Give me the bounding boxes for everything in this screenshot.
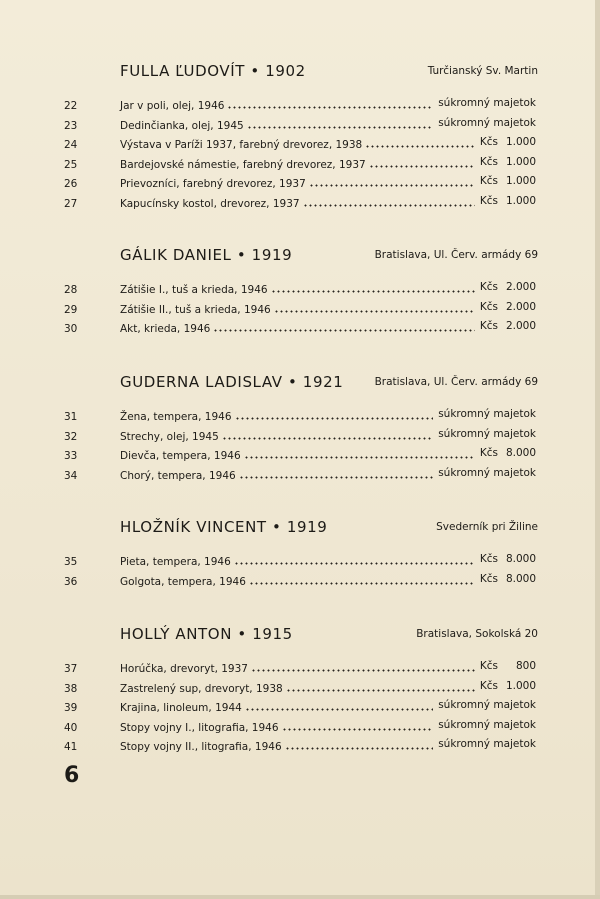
dot-leader bbox=[213, 329, 475, 332]
entry-title: Pieta, tempera, 1946 bbox=[120, 556, 231, 568]
entry-title: Prievozníci, farebný drevorez, 1937 bbox=[120, 178, 306, 191]
price-value: 1.000 bbox=[505, 155, 536, 168]
price-value: 800 bbox=[515, 660, 536, 672]
ownership-note: súkromný majetok bbox=[438, 427, 536, 440]
entry-title: Strechy, olej, 1945 bbox=[120, 430, 219, 443]
entry-number: 33 bbox=[64, 450, 78, 463]
entry-price bbox=[438, 117, 536, 129]
entry-number: 25 bbox=[64, 158, 78, 171]
dot-leader bbox=[365, 145, 475, 148]
ownership-note: súkromný majetok bbox=[438, 466, 536, 479]
dot-leader bbox=[227, 106, 433, 109]
currency-label: Kčs bbox=[479, 195, 498, 207]
price-value: 8.000 bbox=[505, 572, 536, 585]
artist-address: Bratislava, Ul. Červ. armády 69 bbox=[374, 376, 538, 388]
currency-label: Kčs bbox=[479, 447, 498, 460]
entry-price bbox=[480, 175, 536, 187]
dot-leader bbox=[286, 689, 475, 692]
dot-leader bbox=[251, 669, 475, 672]
entry-price bbox=[438, 699, 536, 711]
entry-title: Chorý, tempera, 1946 bbox=[120, 469, 236, 482]
dot-leader bbox=[244, 456, 475, 459]
entry-title: Horúčka, drevoryt, 1937 bbox=[120, 663, 248, 675]
price-value: 1.000 bbox=[505, 195, 536, 207]
entry-number: 22 bbox=[64, 100, 78, 112]
entry-price bbox=[438, 719, 536, 731]
price-value: 2.000 bbox=[505, 281, 536, 293]
entry-title: Dievča, tempera, 1946 bbox=[120, 450, 241, 463]
currency-label: Kčs bbox=[479, 281, 498, 293]
price-value: 1.000 bbox=[505, 175, 536, 188]
entry-number: 32 bbox=[64, 430, 78, 443]
artist-address: Bratislava, Sokolská 20 bbox=[416, 628, 538, 640]
entry-title: Stopy vojny I., litografia, 1946 bbox=[120, 721, 279, 734]
entry-title: Stopy vojny II., litografia, 1946 bbox=[120, 741, 282, 754]
currency-label: Kčs bbox=[479, 679, 498, 692]
dot-leader bbox=[249, 582, 475, 585]
entry-price bbox=[480, 553, 536, 565]
entry-price bbox=[438, 97, 536, 109]
entry-price bbox=[438, 408, 536, 420]
artist-heading: HLOŽNÍK VINCENT • 1919 bbox=[120, 518, 328, 536]
entry-title: Zátišie I., tuš a krieda, 1946 bbox=[120, 284, 268, 296]
ownership-note: súkromný majetok bbox=[438, 116, 536, 129]
artist-heading: FULLA ĽUDOVÍT • 1902 bbox=[120, 62, 306, 80]
entry-number: 36 bbox=[64, 575, 78, 588]
entry-price bbox=[480, 680, 536, 692]
entry-number: 28 bbox=[64, 284, 78, 296]
currency-label: Kčs bbox=[479, 553, 498, 565]
catalog-entry bbox=[0, 466, 600, 489]
entry-number: 41 bbox=[64, 741, 78, 754]
currency-label: Kčs bbox=[479, 660, 498, 672]
catalog-entry bbox=[0, 320, 600, 342]
catalog-entry bbox=[0, 195, 600, 217]
entry-price bbox=[438, 428, 536, 440]
artist-heading: HOLLÝ ANTON • 1915 bbox=[120, 625, 293, 643]
price-value: 8.000 bbox=[505, 447, 536, 460]
entry-price bbox=[480, 136, 536, 148]
dot-leader bbox=[309, 184, 475, 187]
dot-leader bbox=[235, 417, 434, 420]
entry-title: Golgota, tempera, 1946 bbox=[120, 575, 246, 588]
entry-title: Krajina, linoleum, 1944 bbox=[120, 702, 242, 715]
artist-address: Bratislava, Ul. Červ. armády 69 bbox=[374, 249, 538, 261]
dot-leader bbox=[234, 562, 475, 565]
entry-title: Zátišie II., tuš a krieda, 1946 bbox=[120, 303, 271, 316]
ownership-note: súkromný majetok bbox=[438, 699, 536, 712]
ownership-note: súkromný majetok bbox=[438, 718, 536, 731]
dot-leader bbox=[239, 476, 433, 479]
entry-price bbox=[480, 447, 536, 459]
entry-price bbox=[480, 301, 536, 313]
entry-price bbox=[480, 573, 536, 585]
dot-leader bbox=[285, 747, 434, 750]
dot-leader bbox=[303, 204, 475, 207]
artist-address: Svederník pri Žiline bbox=[436, 521, 538, 533]
dot-leader bbox=[282, 728, 434, 731]
entry-number: 23 bbox=[64, 119, 78, 132]
entry-title: Dedinčianka, olej, 1945 bbox=[120, 119, 244, 132]
entry-title: Výstava v Paríži 1937, farebný drevorez, 1938 bbox=[120, 139, 363, 152]
ownership-note: súkromný majetok bbox=[438, 408, 536, 420]
entry-price bbox=[480, 660, 536, 672]
ownership-note: súkromný majetok bbox=[438, 738, 536, 751]
currency-label: Kčs bbox=[479, 320, 498, 333]
currency-label: Kčs bbox=[479, 300, 498, 313]
entry-title: Žena, tempera, 1946 bbox=[120, 411, 232, 423]
page-number: 6 bbox=[64, 763, 80, 788]
entry-number: 34 bbox=[64, 469, 78, 482]
entry-title: Akt, krieda, 1946 bbox=[120, 323, 211, 336]
catalog-entry bbox=[0, 572, 600, 595]
artist-heading: GÁLIK DANIEL • 1919 bbox=[120, 246, 293, 264]
entry-number: 26 bbox=[64, 178, 78, 191]
dot-leader bbox=[271, 290, 475, 293]
entry-number: 31 bbox=[64, 411, 78, 423]
entry-title: Jar v poli, olej, 1946 bbox=[120, 100, 225, 112]
artist-heading: GUDERNA LADISLAV • 1921 bbox=[120, 373, 344, 391]
price-value: 1.000 bbox=[505, 679, 536, 692]
ownership-note: súkromný majetok bbox=[438, 97, 536, 109]
entry-price bbox=[438, 738, 536, 750]
entry-number: 38 bbox=[64, 682, 78, 695]
page-edge-bottom bbox=[0, 895, 600, 899]
currency-label: Kčs bbox=[479, 572, 498, 585]
artist-address: Turčianský Sv. Martin bbox=[427, 65, 538, 77]
currency-label: Kčs bbox=[479, 175, 498, 188]
catalog-entry bbox=[0, 738, 600, 760]
entry-number: 39 bbox=[64, 702, 78, 715]
currency-label: Kčs bbox=[479, 155, 498, 168]
dot-leader bbox=[369, 165, 475, 168]
price-value: 2.000 bbox=[505, 320, 536, 333]
entry-number: 27 bbox=[64, 198, 78, 210]
entry-title: Kapucínsky kostol, drevorez, 1937 bbox=[120, 198, 300, 210]
entry-number: 24 bbox=[64, 139, 78, 152]
entry-number: 35 bbox=[64, 556, 78, 568]
dot-leader bbox=[245, 708, 433, 711]
entry-number: 37 bbox=[64, 663, 78, 675]
entry-title: Bardejovské námestie, farebný drevorez, 1937 bbox=[120, 158, 366, 171]
price-value: 2.000 bbox=[505, 300, 536, 313]
entry-price bbox=[480, 281, 536, 293]
entry-price bbox=[480, 156, 536, 168]
dot-leader bbox=[274, 310, 475, 313]
dot-leader bbox=[247, 126, 434, 129]
entry-number: 40 bbox=[64, 721, 78, 734]
price-value: 8.000 bbox=[505, 553, 536, 565]
entry-title: Zastrelený sup, drevoryt, 1938 bbox=[120, 682, 283, 695]
currency-label: Kčs bbox=[479, 136, 498, 149]
price-value: 1.000 bbox=[505, 136, 536, 149]
entry-price bbox=[480, 195, 536, 207]
entry-number: 30 bbox=[64, 323, 78, 336]
entry-price bbox=[480, 320, 536, 332]
dot-leader bbox=[222, 437, 433, 440]
entry-number: 29 bbox=[64, 303, 78, 316]
entry-price bbox=[438, 467, 536, 479]
